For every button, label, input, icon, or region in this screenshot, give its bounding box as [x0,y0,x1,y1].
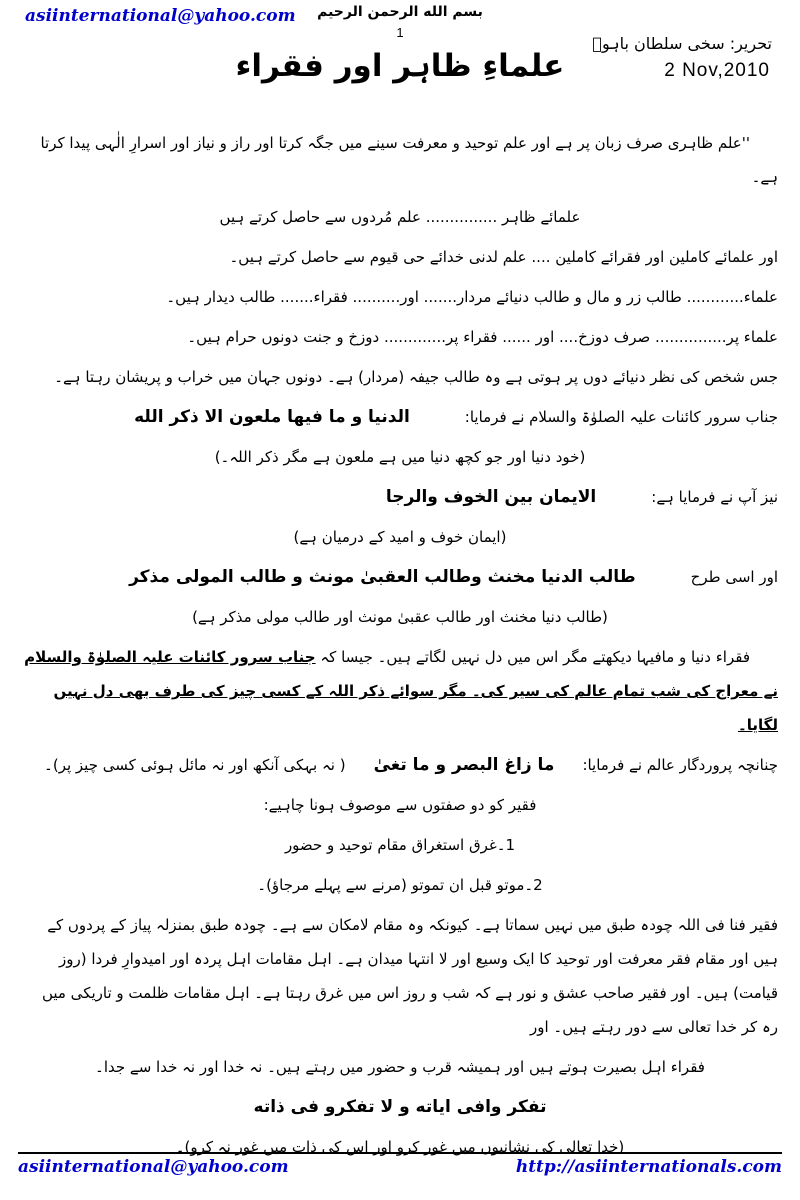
arabic-quote-mazagh: ما زاغ البصر و ما تغیٰ [373,755,555,775]
quote-line-mazagh [22,748,778,782]
footer [18,1152,782,1177]
para-miraj-underlined: جناب سرور کائنات علیہ الصلوٰۃ والسلام نے معراج کی شب تمام عالم کی سیر کی۔ مگر سوائے ذکر اللہ کے کسی چیز کی طرف بھی دل نہیں لگایا۔ [24,648,778,734]
para-ulama-kamileen: اور علمائے کاملین اور فقرائے کاملین .... علم لدنی خدائے حی قیوم سے حاصل کرتے ہیں۔ [229,248,778,266]
quote-label-3: اور اسی طرح [690,568,778,586]
quote-line-talib [22,560,778,594]
footer-email-link[interactable]: asiinternational@yahoo.com [18,1157,289,1177]
para-intro: ''علم ظاہری صرف زبان پر ہے اور علم توحید و معرفت سینے میں جگہ کرتا اور راز و نیاز اور اسرارِ الٰہی پیدا کرتا ہے۔ [40,134,778,186]
bismillah-text: بسم الله الرحمن الرحيم [317,4,483,20]
translation-mazagh: ( نہ بہکی آنکھ اور نہ مائل ہوئی کسی چیز پر)۔ [44,756,346,774]
arabic-quote-talib: طالب الدنيا مخنث وطالب العقبىٰ مونث و طالب المولى مذكر [129,567,636,587]
author-byline: تحریر: سخی سلطان باہوؒ [592,34,772,53]
quote-label-2: نیز آپ نے فرمایا ہے: [651,488,778,506]
para-fana-fillah: فقیر فنا فی اللہ چودہ طبق میں نہیں سماتا ہے۔ کیونکہ وہ مقام لامکان سے ہے۔ چودہ طبق بمنزلہ پیاز کے پردوں کے ہیں اور مقام فقر معرفت اور توحید کا ایک وسیع اور لا انتہا میدان ہے۔ اہل مقامات اہل پردہ اور امیدوارِ فردا (روز قیامت) ہیں۔ اور فقیر صاحب عشق و نور ہے کہ شب و روز اس میں غرق رہتا ہے۔ اہل مقامات ظلمت و تاریکی میں رہ کر خدا تعالی سے دور رہتے ہیں۔ اور [41,916,778,1036]
para-miraj [22,640,778,742]
para-talib-comparison: علماء............ طالب زر و مال و طالب دنیائے مردار....... اور.......... فقراء....... طالب دیدار ہیں۔ [166,288,778,306]
quote-line-dunya [22,400,778,434]
list-item-1: 1۔غرق استغراق مقام توحید و حضور [284,836,516,854]
arabic-quote-iman: الايمان بين الخوف والرجا [385,487,597,507]
arabic-quote-tafakkur: تفكر وافی ایاته و لا تفكرو فی ذاته [253,1097,547,1117]
translation-dunya: (خود دنیا اور جو کچھ دنیا میں ہے ملعون ہے مگر ذکر اللہ۔) [214,448,586,466]
translation-iman: (ایمان خوف و امید کے درمیان ہے) [293,528,507,546]
para-ahl-basirat: فقراء اہل بصیرت ہوتے ہیں اور ہمیشہ قرب و حضور میں رہتے ہیں۔ نہ خدا اور نہ خدا سے جدا۔ [95,1058,705,1076]
quote-line-iman [22,480,778,514]
page-number: 1 [396,25,404,40]
page-title: علماءِ ظاہر اور فقراء [235,48,565,84]
para-faqir-sifat: فقیر کو دو صفتوں سے موصوف ہونا چاہیے: [263,796,537,814]
translation-tafakkur: (خدا تعالی کی نشانیوں میں غور کرو اور اس کی ذات میں غور نہ کرو)۔ [175,1138,625,1156]
document-date: 2 Nov,2010 [664,60,770,81]
para-dozakh-jannat: علماء پر............... صرف دوزخ.... اور ...... فقراء پر............. دوزخ و جنت دونوں حرام ہیں۔ [187,328,778,346]
para-talib-jeefa: جس شخص کی نظر دنیائے دوں پر ہوتی ہے وہ طالب جیفہ (مردار) ہے۔ دونوں جہان میں خراب و پریشان رہتا ہے۔ [54,368,778,386]
arabic-quote-dunya: الدنيا و ما فيها ملعون الا ذكر الله [134,407,410,427]
quote-label-4: چنانچہ پروردگار عالم نے فرمایا: [582,756,778,774]
para-ulama-zahir: علمائے ظاہر ............... علم مُردوں سے حاصل کرتے ہیں [219,208,581,226]
list-item-2: 2۔موتو قبل ان تموتو (مرنے سے پہلے مرجاؤ)۔ [257,876,543,894]
footer-website-link[interactable]: http://asiinternationals.com [515,1157,782,1177]
document-body [22,126,778,1170]
header-email-link[interactable]: asiinternational@yahoo.com [25,6,296,26]
translation-talib: (طالب دنیا مخنث اور طالب عقبیٰ مونث اور طالب مولی مذکر ہے) [192,608,608,626]
quote-label-1: جناب سرور کائنات علیہ الصلوٰۃ والسلام نے فرمایا: [464,408,778,426]
para-miraj-regular: فقراء دنیا و مافیہا دیکھتے مگر اس میں دل نہیں لگاتے ہیں۔ جیسا کہ [315,648,750,666]
